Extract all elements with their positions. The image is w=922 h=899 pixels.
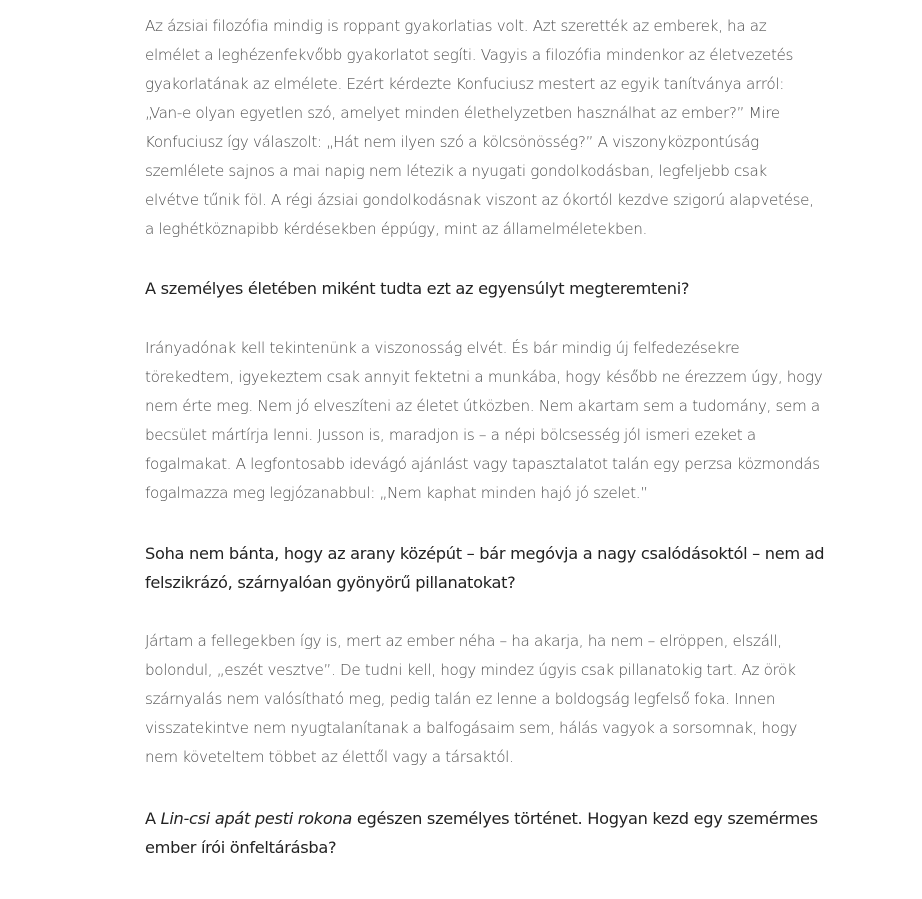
interview-question: [145, 804, 825, 862]
paragraph: Jártam a fellegekben így is, mert az ember néha – ha akarja, ha nem – elröppen, elszáll, bolondul, „eszét vesztve”. De tudni kell, hogy mindez úgyis csak pillanatokig tart. Az örök szárnyalás nem valósítható meg, pedig talán ez lenne a boldogság legfelső foka. Innen visszatekintve nem nyugtalanítanak a balfogásaim sem, hálás vagyok a sorsomnak, hogy nem követeltem többet az élettől vagy a társaktól.: [145, 632, 797, 766]
book-title: Lin-csi apát pesti rokona: [160, 809, 352, 828]
question-suffix: egészen személyes történet. Hogyan kezd egy szemérmes ember írói önfeltárásba?: [145, 809, 818, 857]
interview-question: A személyes életében miként tudta ezt az egyensúlyt megteremteni?: [145, 279, 690, 298]
interview-question: Soha nem bánta, hogy az arany középút – bár megóvja a nagy csalódásoktól – nem ad felszikrázó, szárnyalóan gyönyörű pillanatokat?: [145, 544, 825, 592]
question-prefix: A: [145, 809, 161, 828]
article-body: [145, 12, 825, 862]
paragraph: Az ázsiai filozófia mindig is roppant gyakorlatias volt. Azt szerették az emberek, ha az elmélet a leghézenfekvőbb gyakorlatot segíti. Vagyis a filozófia mindenkor az életvezetés gyakorlatának az elmélete. Ezért kérdezte Konfuciusz mestert az egyik tanítványa arról: „Van-e olyan egyetlen szó, amelyet minden élethelyzetben használhat az ember?” Mire Konfuciusz így válaszolt: „Hát nem ilyen szó a kölcsönösség?” A viszonyközpontúság szemlélete sajnos a mai napig nem létezik a nyugati gondolkodásban, legfeljebb csak elvétve tűnik föl. A régi ázsiai gondolkodásnak viszont az ókortól kezdve szigorú alapvetése, a leghétköznapibb kérdésekben éppúgy, mint az államelméletekben.: [145, 17, 814, 238]
paragraph: Irányadónak kell tekintenünk a viszonosság elvét. És bár mindig új felfedezésekre törekedtem, igyekeztem csak annyit fektetni a munkába, hogy később ne érezzem úgy, hogy nem érte meg. Nem jó elveszíteni az életet útközben. Nem akartam sem a tudomány, sem a becsület mártírja lenni. Jusson is, maradjon is – a népi bölcsesség jól ismeri ezeket a fogalmakat. A legfontosabb idevágó ajánlást vagy tapasztalatot talán egy perzsa közmondás fogalmazza meg legjózanabbul: „Nem kaphat minden hajó jó szelet.”: [145, 339, 823, 502]
